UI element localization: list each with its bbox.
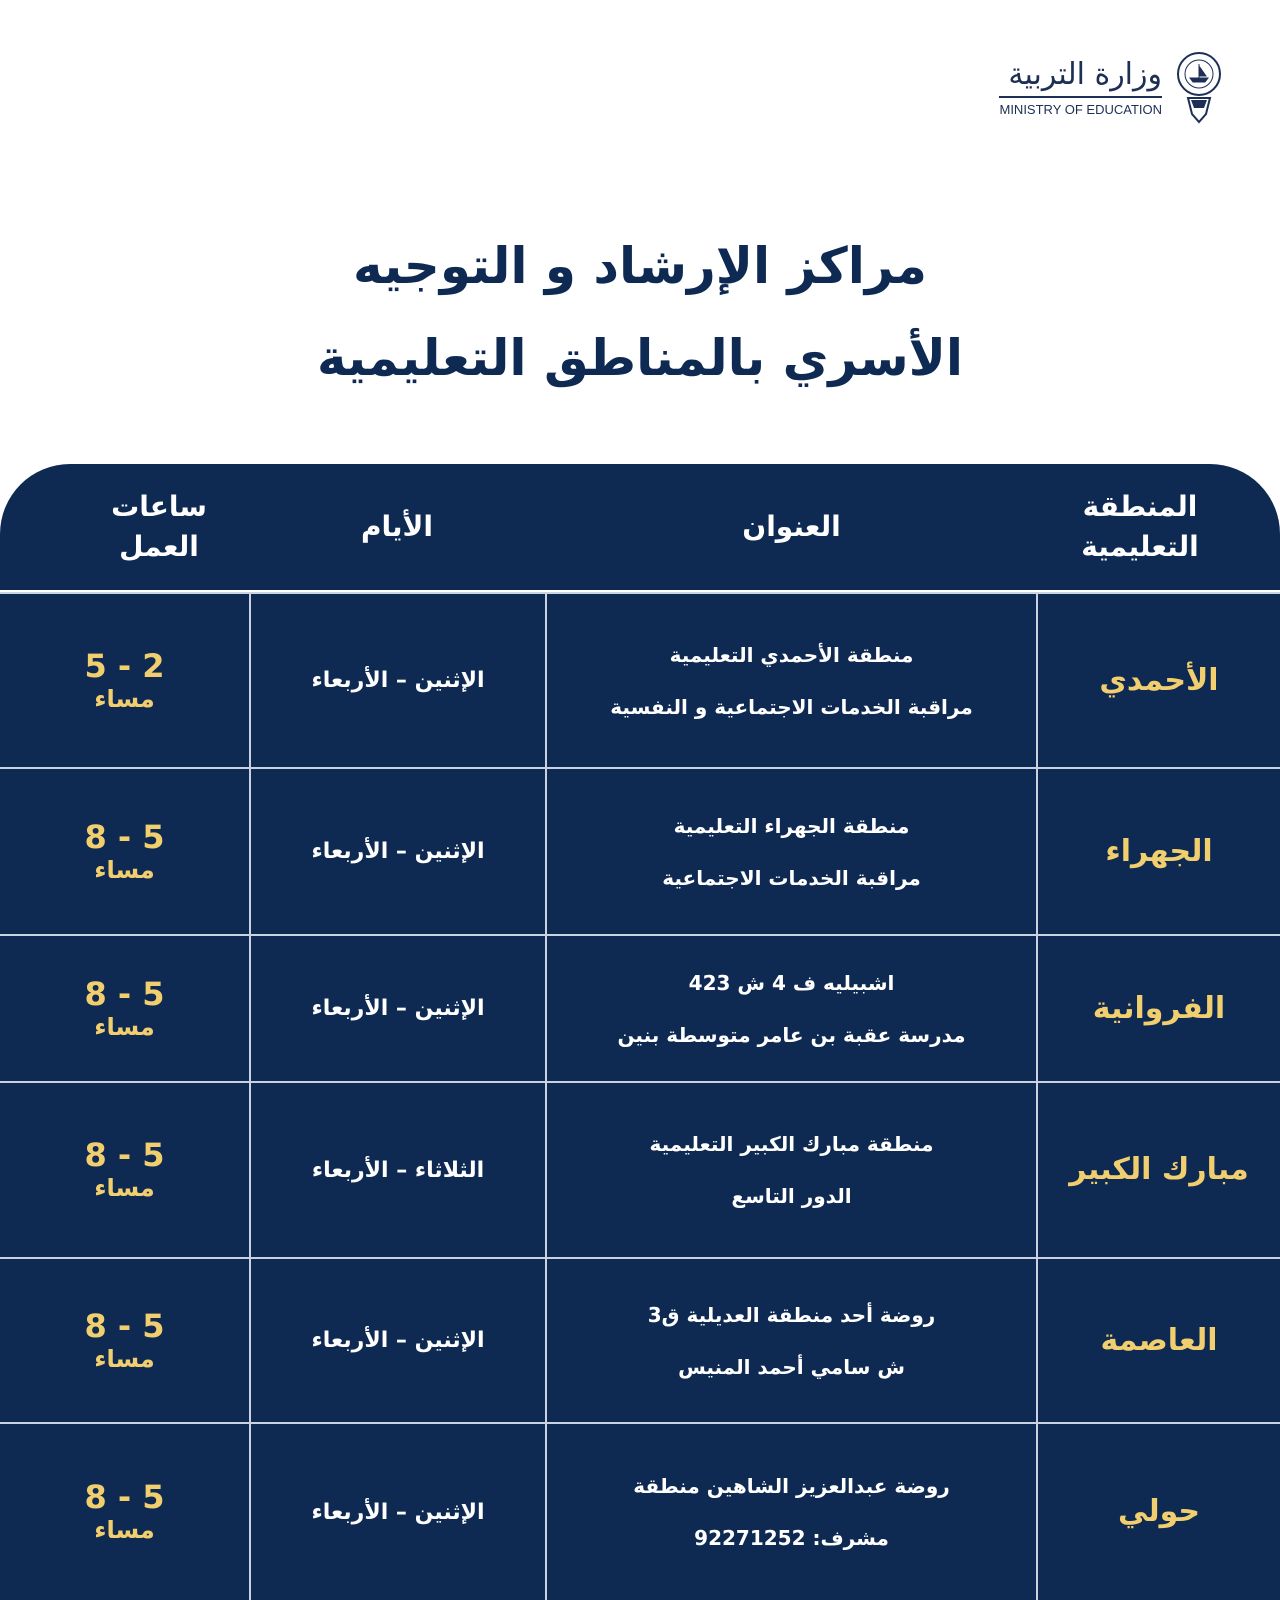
address-line-2: مشرف: 92271252 — [694, 1526, 889, 1550]
table-row — [0, 592, 1280, 767]
table-row — [0, 767, 1280, 934]
region-cell — [1038, 769, 1280, 934]
hours-period: مساء — [94, 1174, 155, 1202]
region-cell — [1038, 1259, 1280, 1422]
table-row — [0, 1081, 1280, 1257]
address-line-2: مراقبة الخدمات الاجتماعية — [662, 865, 921, 890]
days-text: الإثنين – الأربعاء — [311, 1499, 485, 1525]
address-line-1: روضة أحد منطقة العديلية ق3 — [647, 1302, 936, 1327]
days-text: الإثنين – الأربعاء — [311, 839, 485, 864]
header-address: العنوان — [742, 510, 841, 543]
table-row — [0, 1257, 1280, 1422]
days-text: الثلاثاء – الأربعاء — [311, 1157, 485, 1183]
hours-period: مساء — [94, 855, 155, 884]
ministry-logo — [999, 48, 1222, 126]
region-cell — [1038, 594, 1280, 767]
header-region: المنطقة التعليمية — [1081, 490, 1199, 563]
hours-range: 8 - 5 — [84, 1306, 165, 1345]
region-name: الأحمدي — [1099, 662, 1219, 698]
kuwait-emblem-icon — [1176, 48, 1222, 126]
days-text: الإثنين – الأربعاء — [311, 1328, 485, 1353]
region-cell — [1038, 1424, 1280, 1600]
days-text: الإثنين – الأربعاء — [311, 996, 485, 1021]
hours-cell — [0, 1259, 249, 1422]
address-line-2: الدور التاسع — [731, 1184, 852, 1208]
logo-arabic-text: وزارة التربية — [999, 57, 1162, 98]
address-line-1: اشبيليه ف 4 ش 423 — [688, 970, 895, 995]
region-cell — [1038, 1083, 1280, 1257]
address-cell — [545, 769, 1038, 934]
address-line-1: روضة عبدالعزيز الشاهين منطقة — [633, 1474, 950, 1498]
hours-period: مساء — [94, 684, 155, 713]
title-line-2: الأسري بالمناطق التعليمية — [316, 329, 964, 387]
days-cell — [249, 936, 545, 1081]
days-cell — [249, 594, 545, 767]
region-name: العاصمة — [1100, 1322, 1218, 1358]
hours-cell — [0, 1083, 249, 1257]
address-cell — [545, 1259, 1038, 1422]
address-line-2: ش سامي أحمد المنيس — [678, 1354, 905, 1379]
address-line-2: مدرسة عقبة بن عامر متوسطة بنين — [617, 1022, 966, 1047]
hours-period: مساء — [94, 1344, 155, 1373]
address-cell — [545, 1083, 1038, 1257]
table-row — [0, 934, 1280, 1081]
address-line-1: منطقة الأحمدي التعليمية — [669, 642, 914, 667]
logo-english-text: MINISTRY OF EDUCATION — [999, 102, 1162, 117]
region-name: الفروانية — [1092, 990, 1226, 1026]
address-cell — [545, 1424, 1038, 1600]
address-cell — [545, 594, 1038, 767]
address-line-2: مراقبة الخدمات الاجتماعية و النفسية — [610, 694, 973, 719]
days-cell — [249, 769, 545, 934]
centers-table — [0, 464, 1280, 1600]
header-hours: ساعات العمل — [111, 490, 207, 563]
address-line-1: منطقة الجهراء التعليمية — [673, 813, 910, 838]
hours-range: 8 - 5 — [84, 1478, 165, 1516]
hours-cell — [0, 936, 249, 1081]
region-name: حولي — [1117, 1494, 1201, 1529]
days-cell — [249, 1083, 545, 1257]
hours-cell — [0, 594, 249, 767]
hours-range: 8 - 5 — [84, 1136, 165, 1174]
header-days: الأيام — [361, 510, 433, 543]
address-line-1: منطقة مبارك الكبير التعليمية — [649, 1132, 934, 1156]
days-text: الإثنين – الأربعاء — [311, 668, 485, 693]
page-title — [0, 220, 1280, 404]
address-cell — [545, 936, 1038, 1081]
region-name: الجهراء — [1105, 833, 1213, 869]
table-row — [0, 1422, 1280, 1600]
days-cell — [249, 1259, 545, 1422]
title-line-1: مراكز الإرشاد و التوجيه — [353, 237, 927, 295]
hours-period: مساء — [94, 1516, 155, 1544]
hours-period: مساء — [94, 1012, 155, 1041]
hours-range: 5 - 2 — [84, 646, 165, 685]
days-cell — [249, 1424, 545, 1600]
hours-range: 8 - 5 — [84, 974, 165, 1013]
region-name: مبارك الكبير — [1069, 1152, 1249, 1187]
hours-cell — [0, 769, 249, 934]
hours-cell — [0, 1424, 249, 1600]
region-cell — [1038, 936, 1280, 1081]
hours-range: 8 - 5 — [84, 817, 165, 856]
table-header — [0, 464, 1280, 590]
